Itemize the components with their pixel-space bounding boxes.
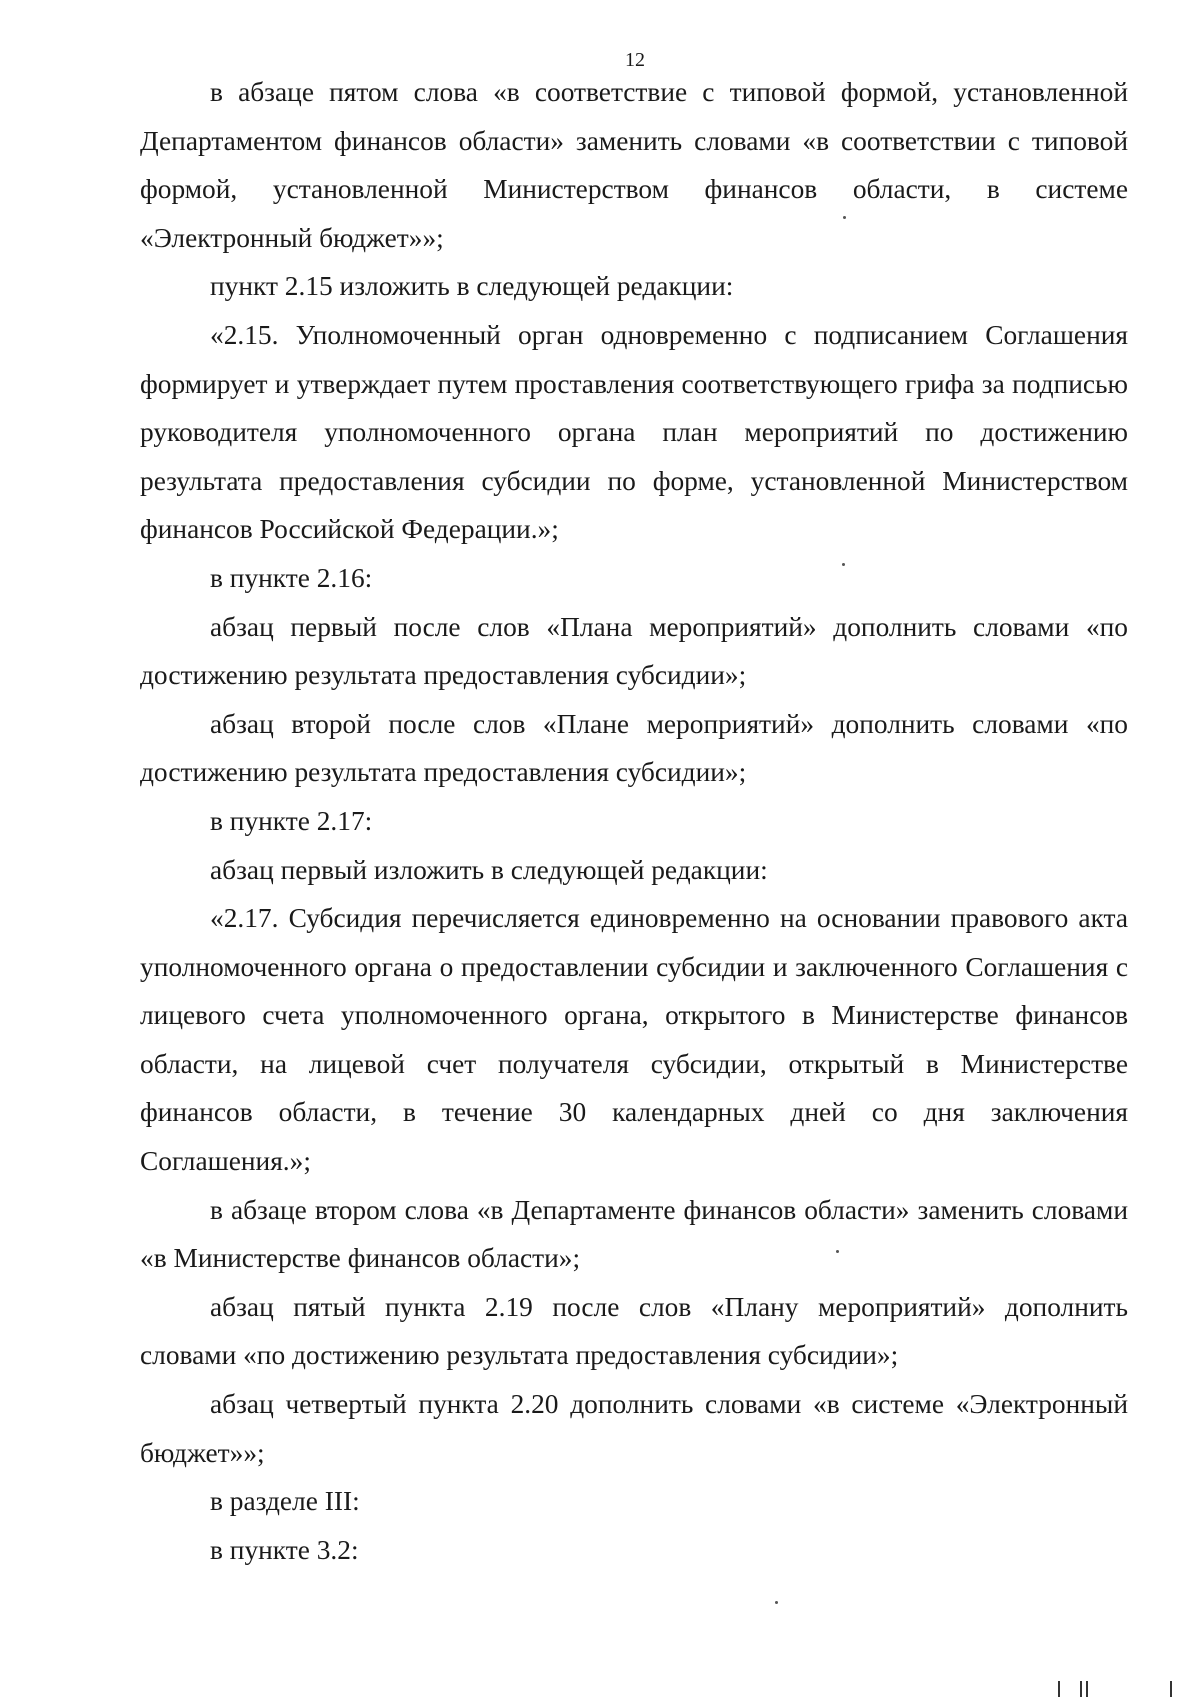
scan-edge-mark — [1170, 1681, 1172, 1697]
paragraph: в пункте 3.2: — [210, 1534, 359, 1565]
paragraph: в пункте 2.17: — [210, 805, 373, 836]
paragraph: абзац четвертый пункта 2.20 дополнить словами «в системе «Электронный бюджет»»; — [140, 1389, 1128, 1468]
paragraph: пункт 2.15 изложить в следующей редакции: — [210, 271, 734, 302]
paragraph: абзац пятый пункта 2.19 после слов «Плану мероприятий» дополнить словами «по достижению результата предоставления субсидии»; — [140, 1291, 1128, 1371]
paragraph: абзац первый после слов «Плана мероприятий» дополнить словами «по достижению результата предоставления субсидии»; — [140, 611, 1128, 691]
paragraph: «2.17. Субсидия перечисляется единовременно на основании правового акта уполномоченного органа о предоставлении субсидии и заключенного Соглашения с лицевого счета уполномоченного органа, открытого в Министерстве финансов области, на лицевой счет получателя субсидии, открытый в Министерстве финансов области, в течение 30 календарных дней со дня заключения Соглашения.»; — [140, 903, 1128, 1177]
document-body — [140, 68, 1128, 1574]
scan-edge-mark — [1058, 1681, 1060, 1697]
scan-speck — [836, 1250, 839, 1253]
page-number: 12 — [625, 49, 645, 71]
paragraph: в абзаце пятом слова «в соответствие с типовой формой, установленной Департаментом финансов области» заменить словами «в соответствии с типовой формой, установленной Министерством финансов области, в системе «Электронный бюджет»»; — [140, 77, 1128, 253]
scan-edge-mark — [1086, 1681, 1088, 1697]
paragraph: в абзаце втором слова «в Департаменте финансов области» заменить словами «в Министерстве финансов области»; — [140, 1194, 1128, 1274]
scan-speck — [775, 1601, 778, 1604]
scan-edge-mark — [1080, 1681, 1082, 1697]
scan-speck — [843, 216, 846, 219]
paragraph: «2.15. Уполномоченный орган одновременно с подписанием Соглашения формирует и утверждает путем проставления соответствующего грифа за подписью руководителя уполномоченного органа план мероприятий по достижению результата предоставления субсидии по форме, установленной Министерством финансов Российской Федерации.»; — [140, 319, 1128, 545]
paragraph: абзац второй после слов «Плане мероприятий» дополнить словами «по достижению результата предоставления субсидии»; — [140, 708, 1128, 788]
paragraph: в пункте 2.16: — [210, 562, 373, 593]
scan-speck — [842, 563, 845, 566]
paragraph: в разделе III: — [210, 1486, 360, 1517]
paragraph: абзац первый изложить в следующей редакции: — [210, 854, 768, 885]
